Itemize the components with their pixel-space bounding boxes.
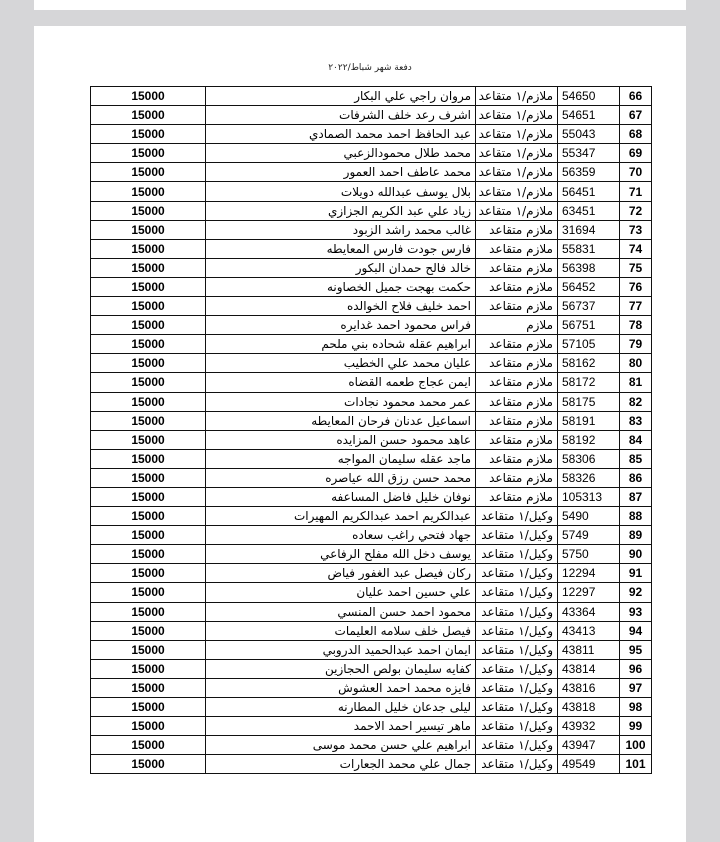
seq-cell: 92 [620,583,652,602]
seq-cell: 71 [620,182,652,201]
seq-cell: 70 [620,163,652,182]
table-row [91,621,652,640]
number-cell: 58172 [558,373,620,392]
rank-cell: وكيل/١ متقاعد [476,678,558,697]
name-cell: مروان راجي علي البكار [206,87,476,106]
number-cell: 55831 [558,239,620,258]
name-cell: محمد طلال محمودالزعبي [206,144,476,163]
amount-cell: 15000 [91,583,206,602]
rank-cell: ملازم متقاعد [476,468,558,487]
number-cell: 5490 [558,507,620,526]
table-row [91,640,652,659]
table-row [91,163,652,182]
seq-cell: 81 [620,373,652,392]
number-cell: 43814 [558,659,620,678]
rank-cell: وكيل/١ متقاعد [476,602,558,621]
number-cell: 58191 [558,411,620,430]
number-cell: 56452 [558,277,620,296]
number-cell: 58326 [558,468,620,487]
number-cell: 55043 [558,125,620,144]
name-cell: محمود احمد حسن المنسي [206,602,476,621]
name-cell: ايمان احمد عبدالحميد الدروبي [206,640,476,659]
rank-cell: ملازم/١ متقاعد [476,182,558,201]
name-cell: اشرف رعد خلف الشرفات [206,106,476,125]
name-cell: احمد خليف فلاح الخوالده [206,297,476,316]
rank-cell: وكيل/١ متقاعد [476,717,558,736]
rank-cell: ملازم متقاعد [476,449,558,468]
seq-cell: 69 [620,144,652,163]
rank-cell: ملازم متقاعد [476,258,558,277]
seq-cell: 83 [620,411,652,430]
amount-cell: 15000 [91,487,206,506]
seq-cell: 77 [620,297,652,316]
name-cell: ابراهيم عقله شحاده بني ملحم [206,335,476,354]
rank-cell: ملازم متقاعد [476,392,558,411]
number-cell: 55347 [558,144,620,163]
seq-cell: 66 [620,87,652,106]
amount-cell: 15000 [91,621,206,640]
rank-cell: ملازم [476,316,558,335]
name-cell: جمال علي محمد الجعارات [206,755,476,774]
name-cell: بلال يوسف عبدالله دويلات [206,182,476,201]
amount-cell: 15000 [91,468,206,487]
name-cell: محمد حسن رزق الله عياصره [206,468,476,487]
number-cell: 43413 [558,621,620,640]
seq-cell: 99 [620,717,652,736]
rank-cell: ملازم متقاعد [476,430,558,449]
table-row [91,449,652,468]
seq-cell: 86 [620,468,652,487]
name-cell: فراس محمود احمد غدايره [206,316,476,335]
amount-cell: 15000 [91,106,206,125]
number-cell: 12297 [558,583,620,602]
rank-cell: وكيل/١ متقاعد [476,526,558,545]
rank-cell: ملازم/١ متقاعد [476,201,558,220]
name-cell: حكمت بهجت جميل الخصاونه [206,277,476,296]
amount-cell: 15000 [91,373,206,392]
seq-cell: 88 [620,507,652,526]
seq-cell: 72 [620,201,652,220]
table-row [91,698,652,717]
table-row [91,411,652,430]
amount-cell: 15000 [91,449,206,468]
table-row [91,545,652,564]
amount-cell: 15000 [91,87,206,106]
number-cell: 58192 [558,430,620,449]
amount-cell: 15000 [91,526,206,545]
name-cell: فارس جودت فارس المعايطه [206,239,476,258]
rank-cell: وكيل/١ متقاعد [476,621,558,640]
table-row [91,354,652,373]
rank-cell: ملازم متقاعد [476,335,558,354]
rank-cell: ملازم/١ متقاعد [476,87,558,106]
rank-cell: ملازم متقاعد [476,220,558,239]
amount-cell: 15000 [91,678,206,697]
table-row [91,468,652,487]
seq-cell: 97 [620,678,652,697]
name-cell: زياد علي عبد الكريم الجزازي [206,201,476,220]
number-cell: 63451 [558,201,620,220]
rank-cell: ملازم متقاعد [476,373,558,392]
number-cell: 43947 [558,736,620,755]
number-cell: 49549 [558,755,620,774]
name-cell: فيصل خلف سلامه العليمات [206,621,476,640]
roster-table [90,86,652,774]
number-cell: 57105 [558,335,620,354]
table-row [91,602,652,621]
rank-cell: ملازم/١ متقاعد [476,106,558,125]
number-cell: 58306 [558,449,620,468]
amount-cell: 15000 [91,125,206,144]
number-cell: 43811 [558,640,620,659]
number-cell: 56359 [558,163,620,182]
seq-cell: 89 [620,526,652,545]
name-cell: فايزه محمد احمد العشوش [206,678,476,697]
amount-cell: 15000 [91,354,206,373]
name-cell: ماجد عقله سليمان المواجه [206,449,476,468]
seq-cell: 84 [620,430,652,449]
number-cell: 54650 [558,87,620,106]
amount-cell: 15000 [91,430,206,449]
seq-cell: 101 [620,755,652,774]
rank-cell: وكيل/١ متقاعد [476,659,558,678]
amount-cell: 15000 [91,316,206,335]
table-row [91,526,652,545]
amount-cell: 15000 [91,201,206,220]
name-cell: ايمن عجاج طعمه القضاه [206,373,476,392]
previous-page-edge [34,0,686,10]
table-row [91,182,652,201]
name-cell: ركان فيصل عبد الغفور فياض [206,564,476,583]
rank-cell: وكيل/١ متقاعد [476,564,558,583]
rank-cell: ملازم متقاعد [476,297,558,316]
name-cell: جهاد فتحي راغب سعاده [206,526,476,545]
name-cell: عبد الحافظ احمد محمد الصمادي [206,125,476,144]
amount-cell: 15000 [91,659,206,678]
table-row [91,564,652,583]
amount-cell: 15000 [91,717,206,736]
amount-cell: 15000 [91,239,206,258]
rank-cell: ملازم متقاعد [476,487,558,506]
number-cell: 56398 [558,258,620,277]
amount-cell: 15000 [91,602,206,621]
table-row [91,297,652,316]
amount-cell: 15000 [91,163,206,182]
seq-cell: 75 [620,258,652,277]
seq-cell: 98 [620,698,652,717]
table-row [91,277,652,296]
seq-cell: 82 [620,392,652,411]
rank-cell: وكيل/١ متقاعد [476,736,558,755]
seq-cell: 100 [620,736,652,755]
table-row [91,659,652,678]
seq-cell: 90 [620,545,652,564]
amount-cell: 15000 [91,545,206,564]
table-row [91,373,652,392]
seq-cell: 93 [620,602,652,621]
table-row [91,106,652,125]
number-cell: 43818 [558,698,620,717]
number-cell: 31694 [558,220,620,239]
amount-cell: 15000 [91,277,206,296]
seq-cell: 95 [620,640,652,659]
seq-cell: 87 [620,487,652,506]
rank-cell: ملازم متقاعد [476,277,558,296]
table-row [91,507,652,526]
rank-cell: ملازم متقاعد [476,354,558,373]
name-cell: كفايه سليمان بولص الحجازين [206,659,476,678]
name-cell: يوسف دخل الله مفلح الرفاعي [206,545,476,564]
name-cell: عبدالكريم احمد عبدالكريم المهيرات [206,507,476,526]
table-row [91,755,652,774]
amount-cell: 15000 [91,220,206,239]
table-row [91,717,652,736]
rank-cell: ملازم/١ متقاعد [476,125,558,144]
amount-cell: 15000 [91,182,206,201]
rank-cell: ملازم/١ متقاعد [476,163,558,182]
name-cell: ماهر تيسير احمد الاحمد [206,717,476,736]
number-cell: 43932 [558,717,620,736]
amount-cell: 15000 [91,736,206,755]
rank-cell: ملازم/١ متقاعد [476,144,558,163]
table-row [91,87,652,106]
number-cell: 5750 [558,545,620,564]
number-cell: 56451 [558,182,620,201]
table-row [91,583,652,602]
amount-cell: 15000 [91,698,206,717]
name-cell: عاهد محمود حسن المزايده [206,430,476,449]
table-row [91,316,652,335]
table-row [91,335,652,354]
rank-cell: ملازم متقاعد [476,411,558,430]
amount-cell: 15000 [91,507,206,526]
number-cell: 56737 [558,297,620,316]
rank-cell: وكيل/١ متقاعد [476,755,558,774]
rank-cell: وكيل/١ متقاعد [476,698,558,717]
name-cell: علي حسين احمد عليان [206,583,476,602]
number-cell: 43364 [558,602,620,621]
page-subtitle: دفعة شهر شباط/٢٠٢٢ [328,63,412,73]
name-cell: غالب محمد راشد الزبود [206,220,476,239]
amount-cell: 15000 [91,258,206,277]
table-row [91,201,652,220]
table-row [91,678,652,697]
seq-cell: 76 [620,277,652,296]
name-cell: ابراهيم علي حسن محمد موسى [206,736,476,755]
rank-cell: وكيل/١ متقاعد [476,640,558,659]
table-row [91,125,652,144]
seq-cell: 91 [620,564,652,583]
table-row [91,144,652,163]
table-row [91,220,652,239]
table-row [91,487,652,506]
name-cell: عمر محمد محمود نجادات [206,392,476,411]
seq-cell: 85 [620,449,652,468]
amount-cell: 15000 [91,564,206,583]
amount-cell: 15000 [91,297,206,316]
rank-cell: ملازم متقاعد [476,239,558,258]
number-cell: 43816 [558,678,620,697]
document-page [34,26,686,842]
table-row [91,239,652,258]
table-row [91,430,652,449]
number-cell: 58175 [558,392,620,411]
amount-cell: 15000 [91,335,206,354]
roster-table-body [91,87,652,774]
rank-cell: وكيل/١ متقاعد [476,507,558,526]
seq-cell: 68 [620,125,652,144]
amount-cell: 15000 [91,755,206,774]
amount-cell: 15000 [91,392,206,411]
table-row [91,736,652,755]
name-cell: خالد فالح حمدان البكور [206,258,476,277]
name-cell: محمد عاطف احمد العمور [206,163,476,182]
name-cell: ليلى جدعان خليل المطارنه [206,698,476,717]
seq-cell: 80 [620,354,652,373]
number-cell: 105313 [558,487,620,506]
number-cell: 12294 [558,564,620,583]
rank-cell: وكيل/١ متقاعد [476,545,558,564]
amount-cell: 15000 [91,144,206,163]
seq-cell: 78 [620,316,652,335]
name-cell: نوفان خليل فاضل المساعفه [206,487,476,506]
table-row [91,258,652,277]
seq-cell: 74 [620,239,652,258]
amount-cell: 15000 [91,640,206,659]
number-cell: 56751 [558,316,620,335]
rank-cell: وكيل/١ متقاعد [476,583,558,602]
seq-cell: 79 [620,335,652,354]
number-cell: 54651 [558,106,620,125]
amount-cell: 15000 [91,411,206,430]
table-row [91,392,652,411]
seq-cell: 67 [620,106,652,125]
name-cell: عليان محمد علي الخطيب [206,354,476,373]
seq-cell: 73 [620,220,652,239]
seq-cell: 96 [620,659,652,678]
name-cell: اسماعيل عدنان فرحان المعايطه [206,411,476,430]
number-cell: 58162 [558,354,620,373]
number-cell: 5749 [558,526,620,545]
seq-cell: 94 [620,621,652,640]
